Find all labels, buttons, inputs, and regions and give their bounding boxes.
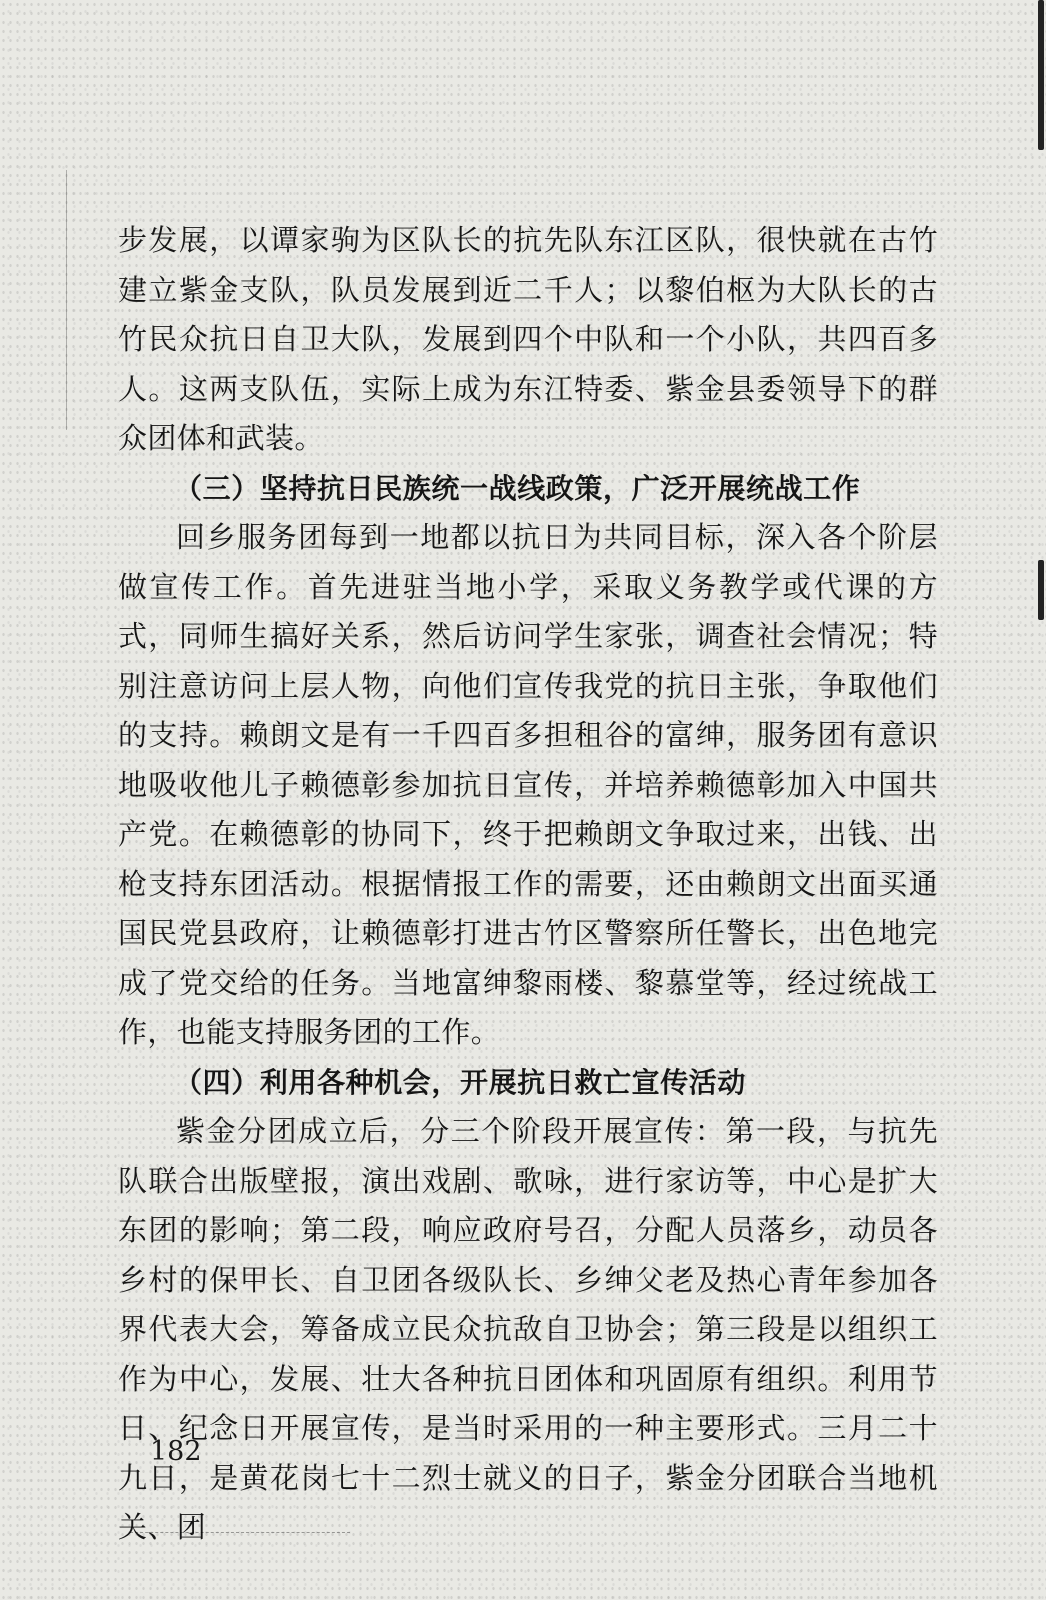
section-heading-4: （四）利用各种机会，开展抗日救亡宣传活动 [174, 1065, 747, 1099]
page-fold-shadow [66, 170, 67, 430]
body-text [118, 216, 938, 1553]
binding-edge-mark [1038, 0, 1044, 150]
paragraph-propaganda: 紫金分团成立后，分三个阶段开展宣传：第一段，与抗先队联合出版壁报，演出戏剧、歌咏，进行家访等，中心是扩大东团的影响；第二段，响应政府号召，分配人员落乡，动员各乡村的保甲长、自卫团各级队长、乡绅父老及热心青年参加各界代表大会，筹备成立民众抗敌自卫协会；第三段是以组织工作为中心，发展、壮大各种抗日团体和巩固原有组织。利用节日、纪念日开展宣传，是当时采用的一种主要形式。三月二十九日，是黄花岗七十二烈士就义的日子，紫金分团联合当地机关、团 [118, 1114, 938, 1544]
binding-edge-mark [1038, 560, 1044, 620]
paragraph-continuation: 步发展，以谭家驹为区队长的抗先队东江区队，很快就在古竹建立紫金支队，队员发展到近二千人；以黎伯枢为大队长的古竹民众抗日自卫大队，发展到四个中队和一个小队，共四百多人。这两支队伍，实际上成为东江特委、紫金县委领导下的群众团体和武装。 [118, 223, 938, 455]
section-heading-3: （三）坚持抗日民族统一战线政策，广泛开展统战工作 [174, 471, 861, 505]
page-number: 182 [150, 1436, 202, 1467]
scan-artifact-line [130, 1532, 350, 1533]
paragraph-united-front: 回乡服务团每到一地都以抗日为共同目标，深入各个阶层做宣传工作。首先进驻当地小学，采取义务教学或代课的方式，同师生搞好关系，然后访问学生家张，调查社会情况；特别注意访问上层人物，向他们宣传我党的抗日主张，争取他们的支持。赖朗文是有一千四百多担租谷的富绅，服务团有意识地吸收他儿子赖德彰参加抗日宣传，并培养赖德彰加入中国共产党。在赖德彰的协同下，终于把赖朗文争取过来，出钱、出枪支持东团活动。根据情报工作的需要，还由赖朗文出面买通国民党县政府，让赖德彰打进古竹区警察所任警长，出色地完成了党交给的任务。当地富绅黎雨楼、黎慕堂等，经过统战工作，也能支持服务团的工作。 [118, 520, 938, 1049]
